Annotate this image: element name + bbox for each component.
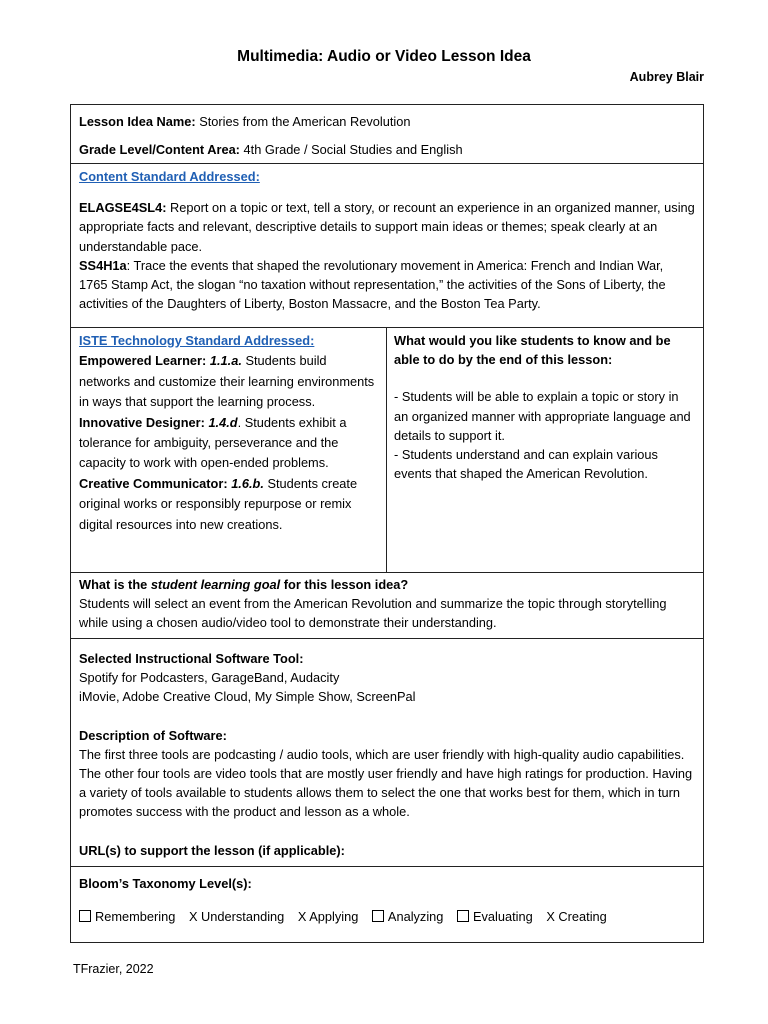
footer-credit: TFrazier, 2022 <box>73 962 154 976</box>
iste-item-text: Students create original works or responsibly repurpose or remix digital resources into new creations. <box>79 475 358 532</box>
standard-ss4h1a-text: : Trace the events that shaped the revolutionary movement in America: French and Indian War, 1765 Stamp Act, the slogan “no taxation without representation,” the activities of the Sons of Liberty, the activities of the Daughters of Liberty, Boston Massacre, and the Boston Tea Party. <box>79 257 666 312</box>
software-desc-label: Description of Software: <box>79 727 227 743</box>
lesson-name-line <box>79 108 695 136</box>
outcomes-cell <box>387 328 703 572</box>
standard-elagse <box>79 198 695 256</box>
grade-label: Grade Level/Content Area: <box>79 142 240 157</box>
iste-item-text: Students build networks and customize their learning environments in ways that support the learning process. <box>79 353 375 410</box>
iste-item-text: . Students exhibit a tolerance for ambiguity, perseverance and the capacity to work with open-ended problems. <box>79 414 347 471</box>
iste-item <box>79 474 380 535</box>
lesson-name-label: Lesson Idea Name: <box>79 114 196 129</box>
lesson-name-value: Stories from the American Revolution <box>199 114 411 129</box>
standard-ss4h1a <box>79 256 695 314</box>
bloom-level-name: Creating <box>558 909 607 925</box>
bloom-level-name: Understanding <box>201 909 285 925</box>
goal-q-em: student learning goal <box>150 577 281 592</box>
iste-item-label: Creative Communicator: <box>79 475 228 491</box>
bloom-level-understanding[interactable] <box>189 909 284 924</box>
learning-goal-answer: Students will select an event from the American Revolution and summarize the topic through storytelling while using a chosen audio/video tool to demonstrate their understanding. <box>79 596 667 631</box>
iste-item-label: Innovative Designer: <box>79 414 205 430</box>
software-tools-video: iMovie, Adobe Creative Cloud, My Simple Show, ScreenPal <box>79 689 416 705</box>
bloom-level-name: Remembering <box>95 909 176 925</box>
checkbox-icon <box>79 910 91 922</box>
outcome-item: - Students understand and can explain various events that shaped the American Revolution. <box>394 447 658 482</box>
bloom-level-name: Analyzing <box>387 909 444 925</box>
url-label: URL(s) to support the lesson (if applicable): <box>79 842 345 858</box>
grade-value: 4th Grade / Social Studies and English <box>243 142 463 157</box>
author-name: Aubrey Blair <box>629 70 704 84</box>
bloom-level-analyzing[interactable] <box>372 909 444 924</box>
x-mark-icon: X <box>297 909 307 925</box>
software-tool-label: Selected Instructional Software Tool: <box>79 651 304 666</box>
learning-goal-row <box>71 572 703 638</box>
checkbox-icon <box>372 910 384 922</box>
bloom-row <box>71 866 703 942</box>
document-title: Multimedia: Audio or Video Lesson Idea <box>237 48 531 65</box>
x-mark-icon: X <box>546 909 555 925</box>
standard-ss4h1a-code: SS4H1a <box>79 257 127 273</box>
goal-q-pre: What is the <box>79 577 151 592</box>
bloom-label: Bloom’s Taxonomy Level(s): <box>79 876 252 891</box>
bloom-level-name: Evaluating <box>472 909 533 925</box>
bloom-levels <box>79 907 695 926</box>
iste-item-code: 1.4.d <box>208 414 238 430</box>
bloom-level-applying[interactable] <box>298 909 359 924</box>
iste-item-code: 1.6.b. <box>231 475 264 491</box>
bloom-level-creating[interactable] <box>546 909 606 924</box>
outcomes-question: What would you like students to know and be able to do by the end of this lesson: <box>394 333 671 368</box>
software-row <box>71 638 703 866</box>
lesson-info-row <box>71 105 703 163</box>
checkbox-icon <box>457 910 469 922</box>
bloom-level-remembering[interactable] <box>79 909 175 924</box>
software-tools-audio: Spotify for Podcasters, GarageBand, Audacity <box>79 670 340 686</box>
learning-goal-question <box>79 575 695 594</box>
iste-heading[interactable]: ISTE Technology Standard Addressed: <box>79 333 315 348</box>
lesson-table <box>70 104 704 943</box>
content-standard-heading[interactable]: Content Standard Addressed: <box>79 169 260 184</box>
x-mark-icon: X <box>188 909 198 925</box>
goal-q-post: for this lesson idea? <box>280 577 409 592</box>
iste-item <box>79 413 380 474</box>
bloom-level-evaluating[interactable] <box>457 909 533 924</box>
iste-item-label: Empowered Learner: <box>79 353 207 369</box>
grade-line <box>79 136 695 164</box>
standard-elagse-code: ELAGSE4SL4: <box>79 200 167 216</box>
iste-cell <box>71 328 387 572</box>
software-description: The first three tools are podcasting / audio tools, which are user friendly with high-quality audio capabilities. The other four tools are video tools that are mostly user friendly and have high ratings for production. Having a variety of tools available to students allows them to select the one that works best for them, which in turn promotes success with the product and lesson as a whole. <box>79 746 693 820</box>
bloom-level-name: Applying <box>309 909 359 925</box>
standard-elagse-text: Report on a topic or text, tell a story, or recount an experience in an organized manner, using appropriate facts and relevant, descriptive details to support main ideas or themes; speak clearly at an understandable pace. <box>79 200 695 254</box>
iste-item-code: 1.1.a. <box>209 353 242 369</box>
outcome-item: - Students will be able to explain a topic or story in an organized manner with appropriate language and details to support it. <box>394 389 691 443</box>
standards-outcomes-row <box>71 327 703 572</box>
content-standard-row <box>71 163 703 327</box>
iste-item <box>79 351 380 412</box>
